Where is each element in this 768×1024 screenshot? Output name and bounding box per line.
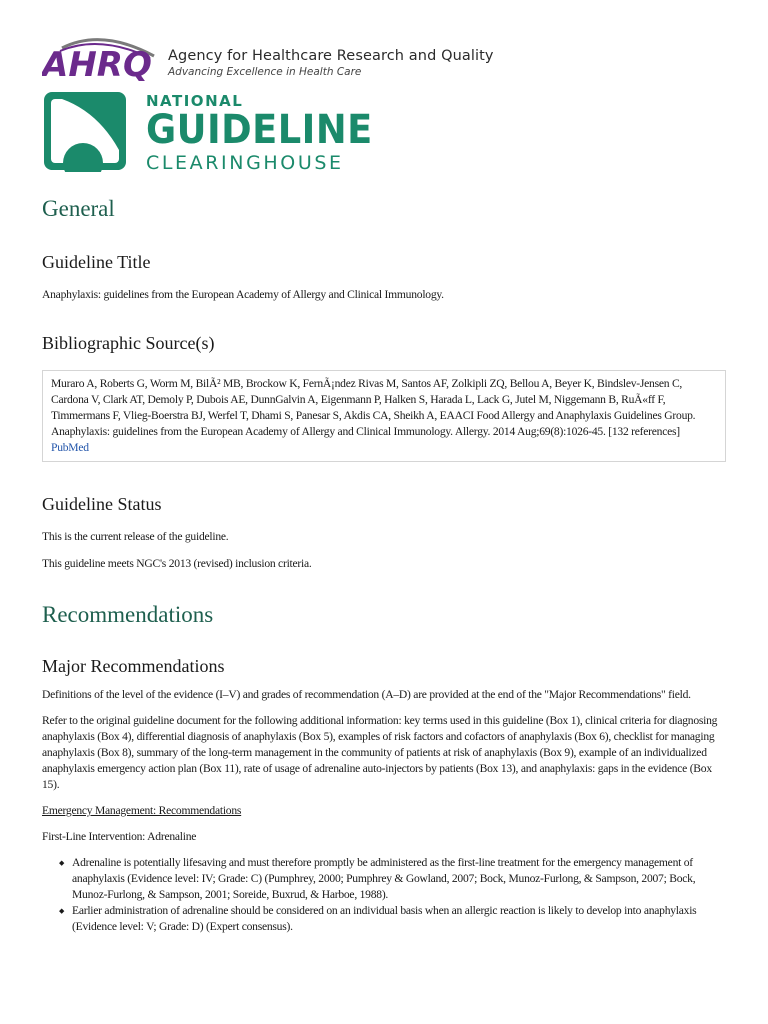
- recommendation-list: [42, 855, 726, 935]
- guideline-title-heading: Guideline Title: [42, 252, 151, 272]
- bibliographic-text: Muraro A, Roberts G, Worm M, BilÃ² MB, Brockow K, FernÃ¡ndez Rivas M, Santos AF, Zolkipli ZQ, Bellou A, Beyer K, Bindslev-Jensen C, Cardona V, Clark AT, Demoly P, Dubois AE, DunnGalvin A, Eigenmann P, Halken S, Harada L, Lack G, Jutel M, Niggemann B, RuÃ«ff F, Timmermans F, Vlieg-Boerstra BJ, Werfel T, Dhami S, Panesar S, Akdis CA, Sheikh A, EAACI Food Allergy and Anaphylaxis Guidelines Group. Anaphylaxis: guidelines from the European Academy of Allergy and Clinical Immunology. Allergy. 2014 Aug;69(8):1026-45. [132 references]: [51, 377, 696, 438]
- main-content: [42, 196, 726, 935]
- section-heading-general: General: [42, 196, 115, 221]
- definitions-paragraph: Definitions of the level of the evidence (I–V) and grades of recommendation (A–D) are provided at the end of the "Major Recommendations" field.: [42, 688, 691, 701]
- ngc-line-national: NATIONAL: [146, 92, 244, 110]
- bibliographic-heading: Bibliographic Source(s): [42, 333, 215, 353]
- ngc-line-clearinghouse: CLEARINGHOUSE: [146, 152, 344, 174]
- ngc-line-guideline: GUIDELINE: [146, 107, 373, 153]
- major-recommendations-heading: Major Recommendations: [42, 656, 225, 676]
- pubmed-link[interactable]: PubMed: [51, 441, 89, 454]
- section-heading-recommendations: Recommendations: [42, 602, 214, 627]
- guideline-status-heading: Guideline Status: [42, 494, 162, 514]
- bibliographic-source-box: [42, 370, 726, 462]
- ahrq-logo-text: AHRQ: [42, 45, 152, 82]
- emergency-management-subheading: Emergency Management: Recommendations: [42, 804, 242, 817]
- ahrq-logo[interactable]: [42, 34, 162, 87]
- list-item: ◆ Adrenaline is potentially lifesaving and must therefore promptly be administered as the first-line treatment for the emergency management of anaphylaxis (Evidence level: IV; Grade: C) (Pumphrey, 2000; Pumphrey & Gowland, 2007; Bock, Munoz-Furlong, & Sampson, 2007; Bock, Munoz-Furlong, & Sampson, 2001; Soreide, Buxrud, & Harboe, 1988).: [72, 855, 726, 903]
- ahrq-text-block: [168, 48, 494, 78]
- first-line-intervention: First-Line Intervention: Adrenaline: [42, 830, 197, 843]
- additional-info-paragraph: Refer to the original guideline document for the following additional information: key terms used in this guideline (Box 1), clinical criteria for diagnosing anaphylaxis (Box 4), differential diagnosis of anaphylaxis (Box 5), examples of risk factors and cofactors of anaphylaxis (Box 6), checklist for managing anaphylaxis (Box 8), summary of the long-term management in the community of patients at risk of anaphylaxis (Box 9), example of an individualized anaphylaxis emergency action plan (Box 11), rate of usage of adrenaline auto-injectors by patients (Box 13), and anaphylaxis: gaps in the evidence (Box 15).: [42, 714, 718, 791]
- site-header: [42, 34, 742, 174]
- status-inclusion-criteria: This guideline meets NGC's 2013 (revised) inclusion criteria.: [42, 557, 312, 570]
- guideline-title-text: Anaphylaxis: guidelines from the European Academy of Allergy and Clinical Immunology.: [42, 288, 444, 301]
- agency-name: Agency for Healthcare Research and Quality: [168, 48, 494, 64]
- ngc-wordmark: [146, 92, 392, 174]
- status-current-release: This is the current release of the guideline.: [42, 530, 229, 543]
- list-item: ◆ Earlier administration of adrenaline should be considered on an individual basis when an allergic reaction is likely to develop into anaphylaxis (Evidence level: V; Grade: D) (Expert consensus).: [72, 903, 726, 935]
- agency-tagline: Advancing Excellence in Health Care: [168, 66, 362, 78]
- ngc-logo-icon[interactable]: [42, 90, 128, 177]
